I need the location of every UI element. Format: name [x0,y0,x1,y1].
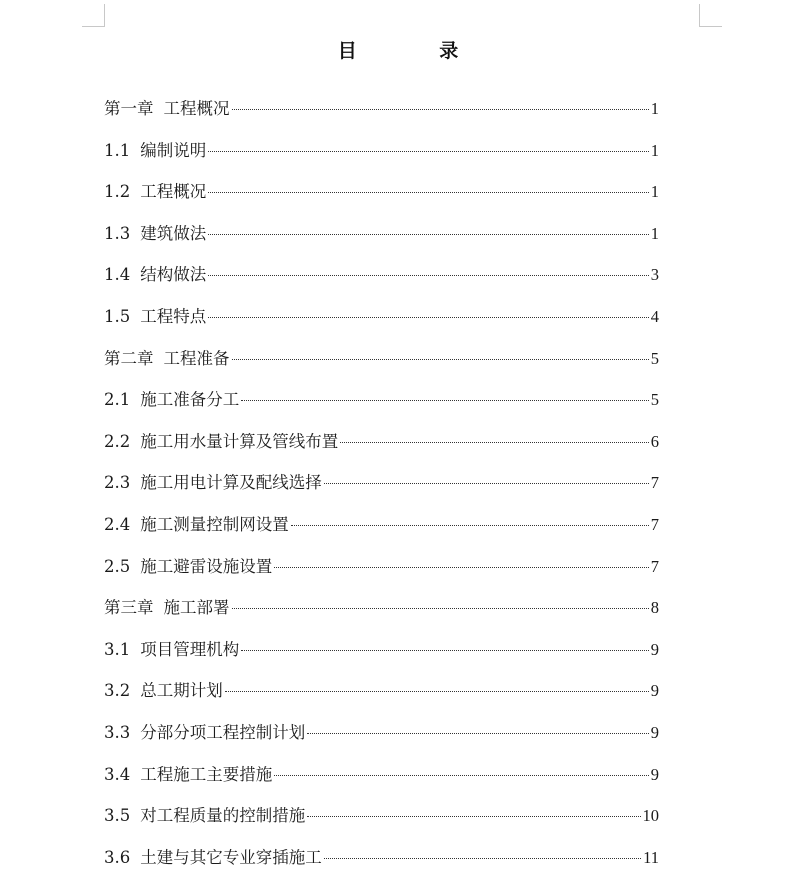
toc-entry-page-number: 9 [650,639,659,659]
toc-entry[interactable] [104,254,659,296]
page-corner-mark-top-right [699,4,722,27]
toc-entry-number: 3.1 [104,639,131,659]
toc-dot-leader [208,151,649,152]
toc-entry-page-number: 4 [650,306,659,326]
toc-title: 目 录 [337,40,497,62]
toc-entry-page-number: 1 [650,99,659,118]
toc-dot-leader [307,733,649,734]
toc-entry[interactable] [104,379,659,421]
toc-entry[interactable] [104,754,659,796]
toc-entry-page-number: 1 [650,223,659,243]
toc-entry-page-number: 7 [650,556,659,576]
toc-entry-label: 结构做法 [140,265,207,285]
table-of-contents [104,88,659,874]
toc-entry-label: 工程概况 [140,182,207,202]
toc-entry-label: 总工期计划 [140,681,223,701]
toc-dot-leader [241,650,649,651]
toc-dot-leader [208,234,649,235]
toc-entry-label: 工程特点 [140,306,207,326]
toc-entry-page-number: 6 [650,431,659,451]
toc-entry[interactable] [104,213,659,255]
toc-entry-page-number: 8 [650,598,659,618]
toc-entry-label: 项目管理机构 [140,639,240,659]
toc-entry-page-number: 1 [650,182,659,202]
toc-entry-label: 施工测量控制网设置 [140,514,289,534]
toc-entry-number: 3.6 [104,847,131,867]
toc-entry-label: 编制说明 [140,140,207,160]
toc-entry-label: 施工部署 [163,598,230,618]
toc-entry-number: 第二章 [104,348,154,368]
toc-entry[interactable] [104,338,659,380]
toc-dot-leader [307,816,640,817]
toc-entry-number: 2.3 [104,473,131,493]
toc-entry-number: 3.3 [104,722,131,742]
toc-entry-label: 施工准备分工 [140,390,240,410]
toc-entry[interactable] [104,296,659,338]
toc-dot-leader [232,359,649,360]
toc-entry-number: 1.5 [104,306,131,326]
toc-entry[interactable] [104,462,659,504]
toc-entry-label: 对工程质量的控制措施 [140,806,306,826]
toc-entry-label: 分部分项工程控制计划 [140,722,306,742]
toc-entry[interactable] [104,837,659,874]
toc-entry-number: 1.4 [104,265,131,285]
toc-entry-number: 3.2 [104,681,131,701]
toc-entry-number: 1.3 [104,223,131,243]
toc-dot-leader [324,483,649,484]
toc-entry-page-number: 1 [650,140,659,160]
toc-entry[interactable] [104,171,659,213]
toc-entry[interactable] [104,670,659,712]
toc-entry-label: 工程概况 [163,99,230,118]
toc-entry[interactable] [104,629,659,671]
toc-entry-page-number: 7 [650,473,659,493]
toc-entry-label: 施工用电计算及配线选择 [140,473,322,493]
toc-entry-page-number: 3 [650,265,659,285]
toc-entry[interactable] [104,546,659,588]
toc-dot-leader [241,400,649,401]
toc-entry-label: 工程准备 [163,348,230,368]
toc-dot-leader [232,608,649,609]
page-corner-mark-top-left [82,4,105,27]
toc-dot-leader [208,317,649,318]
toc-entry-page-number: 7 [650,514,659,534]
toc-entry-number: 第一章 [104,99,154,118]
toc-dot-leader [208,192,649,193]
toc-entry[interactable] [104,88,659,130]
toc-entry-page-number: 5 [650,348,659,368]
toc-entry-label: 工程施工主要措施 [140,764,273,784]
toc-dot-leader [340,442,649,443]
toc-entry-number: 3.5 [104,806,131,826]
toc-entry-page-number: 9 [650,681,659,701]
toc-entry-page-number: 9 [650,722,659,742]
toc-entry-page-number: 11 [643,847,659,867]
toc-entry-page-number: 10 [642,806,659,826]
toc-dot-leader [274,775,649,776]
toc-dot-leader [232,109,649,110]
toc-entry-number: 3.4 [104,764,131,784]
toc-entry-number: 1.2 [104,182,131,202]
toc-entry-label: 施工避雷设施设置 [140,556,273,576]
toc-dot-leader [225,691,649,692]
toc-entry[interactable] [104,421,659,463]
toc-entry-number: 2.5 [104,556,131,576]
toc-entry-page-number: 5 [650,390,659,410]
toc-dot-leader [324,858,641,859]
toc-entry[interactable] [104,504,659,546]
toc-entry[interactable] [104,587,659,629]
toc-entry[interactable] [104,130,659,172]
toc-entry-number: 2.4 [104,514,131,534]
toc-dot-leader [274,567,649,568]
toc-entry-label: 施工用水量计算及管线布置 [140,431,339,451]
toc-dot-leader [291,525,649,526]
toc-entry-label: 土建与其它专业穿插施工 [140,847,322,867]
toc-entry-number: 1.1 [104,140,131,160]
toc-entry-label: 建筑做法 [140,223,207,243]
toc-dot-leader [208,275,649,276]
toc-entry[interactable] [104,712,659,754]
toc-entry-number: 第三章 [104,598,154,618]
toc-entry-number: 2.2 [104,431,131,451]
toc-entry[interactable] [104,795,659,837]
toc-entry-page-number: 9 [650,764,659,784]
toc-entry-number: 2.1 [104,390,131,410]
